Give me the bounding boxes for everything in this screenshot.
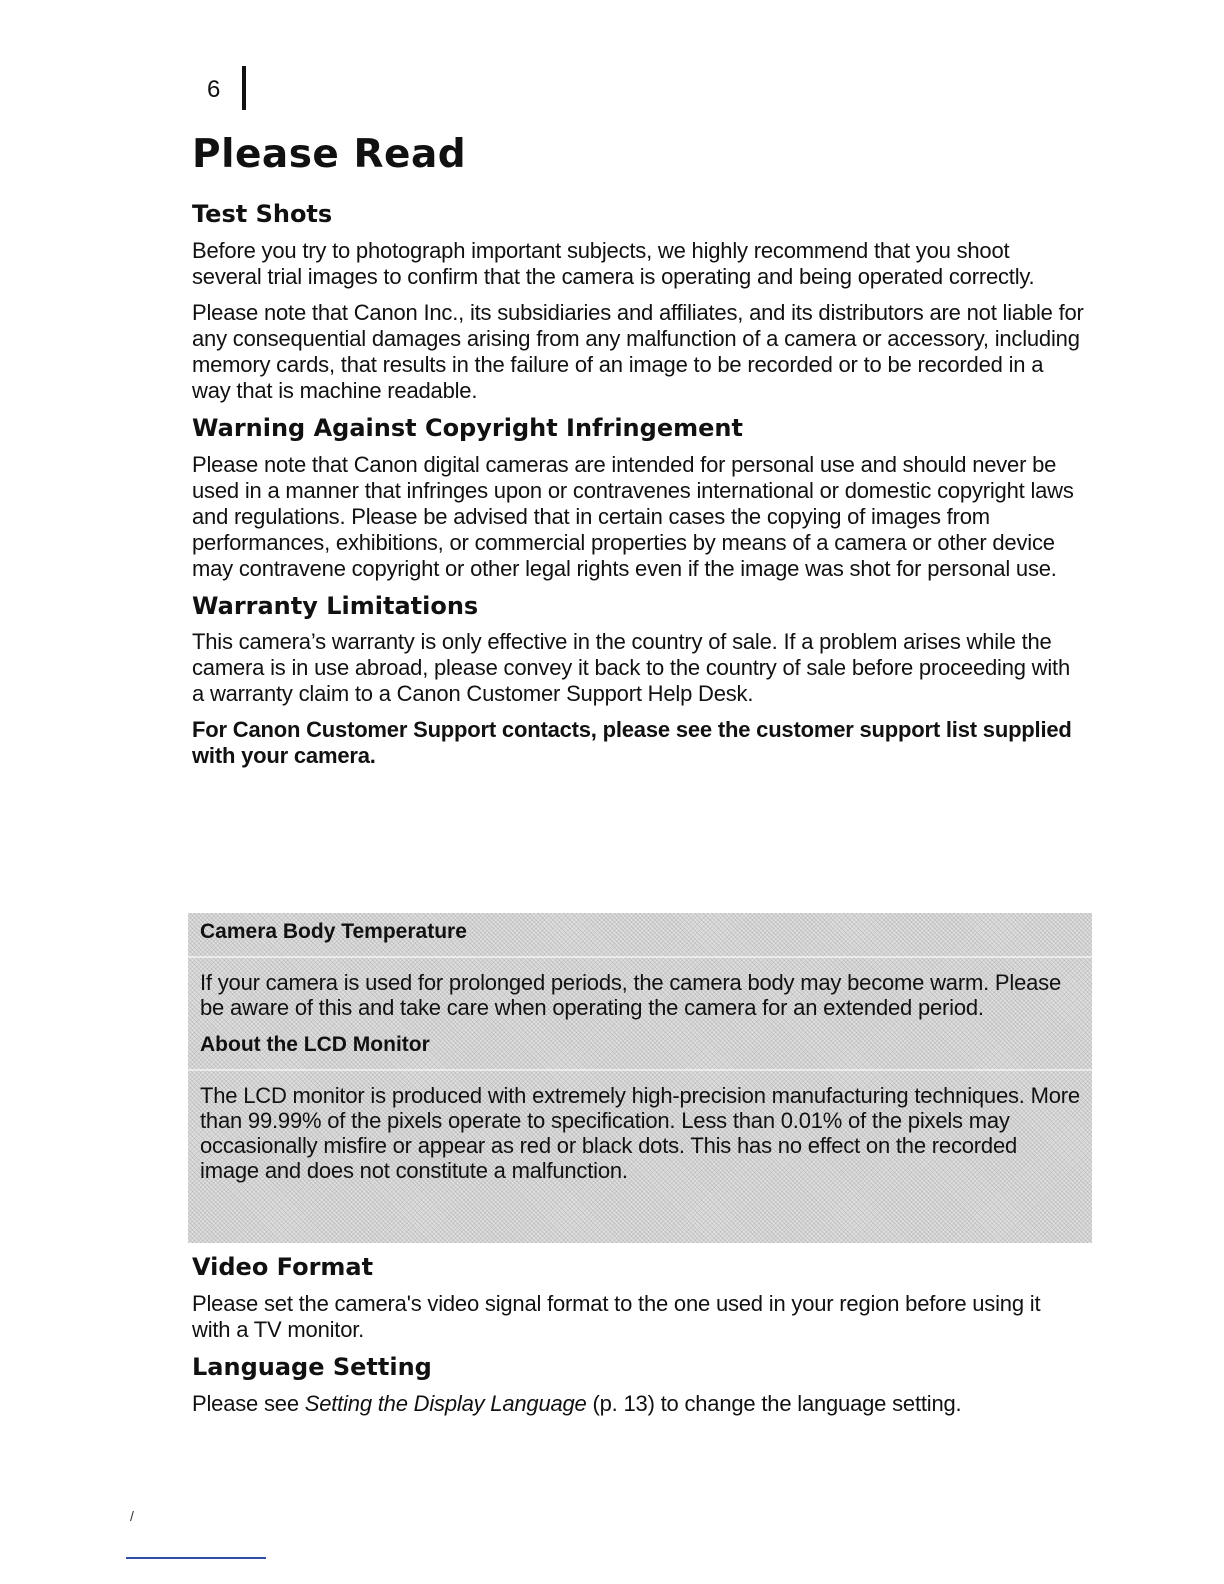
notice-divider	[188, 956, 1092, 958]
page-number-rule	[242, 66, 246, 110]
language-text-prefix: Please see	[192, 1390, 305, 1416]
paragraph-warranty-1: This camera’s warranty is only effective in the country of sale. If a problem arises while the camera is in use abroad, please convey it back to the country of sale before proceeding with a warranty claim to a Canon Customer Support Help Desk.	[192, 629, 1071, 707]
page-number: 6	[207, 76, 221, 103]
lower-content	[192, 1253, 1084, 1427]
paragraph-test-shots-1: Before you try to photograph important subjects, we highly recommend that you shoot several trial images to confirm that the camera is operating and being operated correctly.	[192, 237, 1035, 289]
text-camera-temperature: If your camera is used for prolonged periods, the camera body may become warm. Please be aware of this and take care when operating the camera for an extended period.	[200, 970, 1061, 1020]
language-text-suffix: (p. 13) to change the language setting.	[586, 1390, 962, 1416]
section-language	[192, 1353, 1084, 1417]
notice-divider	[188, 1069, 1092, 1071]
margin-mark: /	[130, 1508, 134, 1524]
heading-lcd-monitor: About the LCD Monitor	[200, 1033, 430, 1056]
section-test-shots	[192, 200, 1084, 404]
main-content	[192, 200, 1084, 779]
paragraph-video-format-1: Please set the camera's video signal format to the one used in your region before using it with a TV monitor.	[192, 1290, 1041, 1342]
footer-rule	[126, 1557, 266, 1559]
page-number-row	[207, 64, 246, 110]
section-warranty	[192, 592, 1084, 770]
paragraph-language-1	[192, 1391, 1084, 1417]
text-lcd-monitor: The LCD monitor is produced with extremely high-precision manufacturing techniques. More than 99.99% of the pixels operate to specification. Less than 0.01% of the pixels may occasionally misfire or appear as red or black dots. This has no effect on the recorded image and does not constitute a malfunction.	[200, 1083, 1080, 1183]
heading-camera-temperature: Camera Body Temperature	[200, 920, 467, 943]
notice-lcd-monitor	[200, 1032, 1080, 1183]
heading-copyright: Warning Against Copyright Infringement	[192, 413, 743, 442]
paragraph-test-shots-2: Please note that Canon Inc., its subsidiaries and affiliates, and its distributors are not liable for any consequential damages arising from any malfunction of a camera or accessory, including memory cards, that results in the failure of an image to be recorded or to be recorded in a way that is machine readable.	[192, 299, 1084, 403]
paragraph-warranty-support: For Canon Customer Support contacts, please see the customer support list supplied with your camera.	[192, 717, 1072, 769]
page-title: Please Read	[192, 132, 467, 177]
section-video-format	[192, 1253, 1084, 1343]
notice-box	[188, 913, 1092, 1243]
paragraph-copyright-1: Please note that Canon digital cameras are intended for personal use and should never be used in a manner that infringes upon or contravenes international or domestic copyright laws and regulations. Please be advised that in certain cases the copying of images from performances, exhibitions, or commercial properties by means of a camera or other device may contravene copyright or other legal rights even if the image was shot for personal use.	[192, 451, 1074, 581]
language-reference-link[interactable]: Setting the Display Language	[304, 1390, 587, 1416]
heading-test-shots: Test Shots	[192, 200, 333, 228]
heading-language: Language Setting	[192, 1352, 432, 1381]
section-copyright	[192, 414, 1084, 582]
heading-video-format: Video Format	[192, 1253, 374, 1281]
heading-warranty: Warranty Limitations	[192, 591, 479, 620]
notice-camera-temperature	[200, 919, 1080, 1020]
